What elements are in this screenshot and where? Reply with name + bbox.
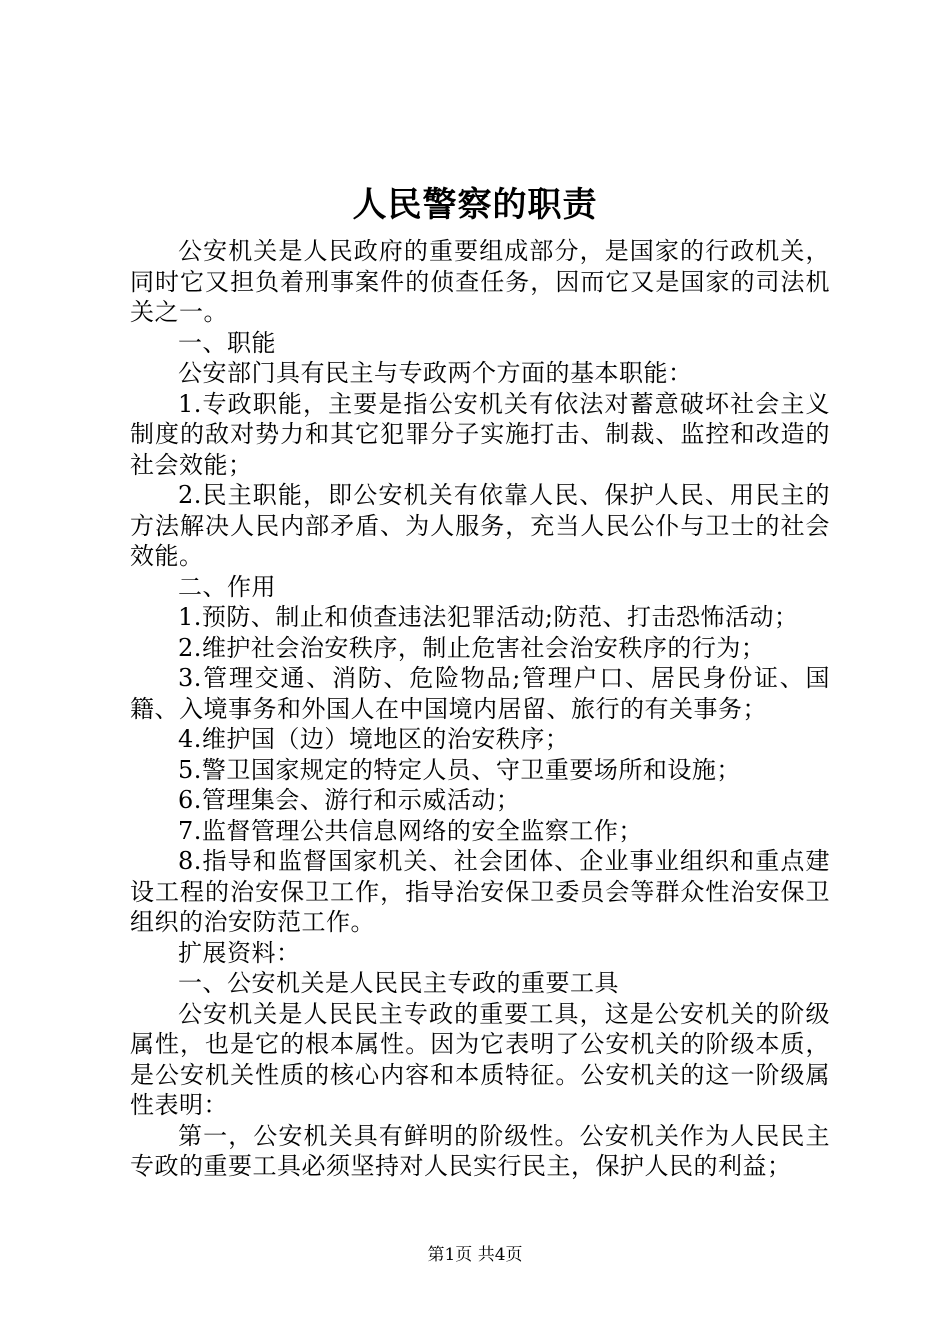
list-item: 7.监督管理公共信息网络的安全监察工作；: [178, 816, 643, 845]
document-body: [130, 236, 830, 1182]
list-item: 1.专政职能，主要是指公安机关有依法对蓄意破坏社会主义制度的敌对势力和其它犯罪分子实施打击、制裁、监控和改造的社会效能；: [130, 389, 830, 479]
list-item: 2.维护社会治安秩序，制止危害社会治安秩序的行为；: [178, 633, 766, 662]
section-heading: 扩展资料：: [178, 938, 301, 967]
list-item: 4.维护国（边）境地区的治安秩序；: [178, 725, 570, 753]
list-item: 5.警卫国家规定的特定人员、守卫重要场所和设施；: [178, 755, 741, 784]
list-item: 8.指导和监督国家机关、社会团体、企业事业组织和重点建设工程的治安保卫工作，指导治安保卫委员会等群众性治安保卫组织的治安防范工作。: [130, 847, 830, 936]
document-title: 人民警察的职责: [352, 185, 598, 225]
section-heading: 一、公安机关是人民民主专政的重要工具: [178, 969, 619, 997]
paragraph: 公安机关是人民政府的重要组成部分，是国家的行政机关，同时它又担负着刑事案件的侦查任务，因而它又是国家的司法机关之一。: [130, 237, 830, 326]
list-item: 2.民主职能，即公安机关有依靠人民、保护人民、用民主的方法解决人民内部矛盾、为人服务，充当人民公仆与卫士的社会效能。: [130, 481, 830, 570]
page-footer: 第1页 共4页: [427, 1245, 523, 1265]
list-item: 3.管理交通、消防、危险物品;管理户口、居民身份证、国籍、入境事务和外国人在中国境内居留、旅行的有关事务；: [130, 664, 830, 723]
section-heading: 一、职能: [178, 328, 276, 357]
paragraph: 公安部门具有民主与专政两个方面的基本职能：: [178, 359, 693, 387]
paragraph: 公安机关是人民民主专政的重要工具，这是公安机关的阶级属性，也是它的根本属性。因为它表明了公安机关的阶级本质，是公安机关性质的核心内容和本质特征。公安机关的这一阶级属性表明：: [130, 999, 830, 1119]
list-item: 1.预防、制止和侦查违法犯罪活动;防范、打击恐怖活动；: [178, 603, 799, 631]
paragraph: 第一，公安机关具有鲜明的阶级性。公安机关作为人民民主专政的重要工具必须坚持对人民实行民主，保护人民的利益；: [130, 1121, 830, 1180]
section-heading: 二、作用: [178, 572, 276, 601]
list-item: 6.管理集会、游行和示威活动；: [178, 786, 521, 814]
